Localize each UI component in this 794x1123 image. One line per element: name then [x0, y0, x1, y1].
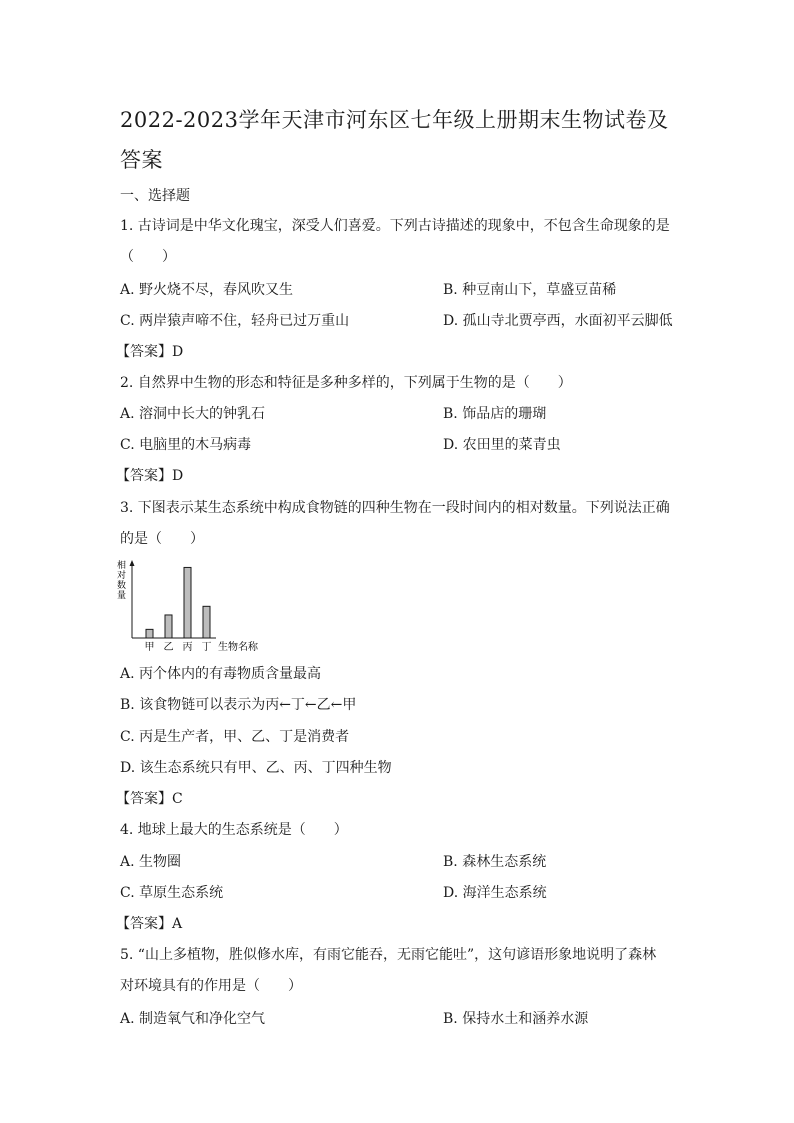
question-5-stem-line-1: 5. “山上多植物，胜似修水库，有雨它能吞，无雨它能吐”，这句谚语形象地说明了森林 — [120, 947, 657, 963]
population-bar-chart — [116, 558, 276, 654]
question-2-option-a: A. 溶洞中长大的钟乳石 — [120, 406, 266, 422]
question-2-option-b: B. 饰品店的珊瑚 — [443, 406, 547, 422]
question-1-option-c: C. 两岸猿声啼不住，轻舟已过万重山 — [120, 313, 350, 329]
question-1-answer: 【答案】D — [116, 344, 184, 360]
question-3-stem-line-2: 的是（ ） — [120, 531, 204, 547]
question-5-stem-line-2: 对环境具有的作用是（ ） — [120, 978, 302, 994]
question-4-stem-line-1: 4. 地球上最大的生态系统是（ ） — [120, 822, 348, 838]
y-axis-label — [117, 559, 126, 601]
bar-乙 — [165, 615, 172, 638]
question-4-option-c: C. 草原生态系统 — [120, 885, 224, 901]
question-3-option-b: B. 该食物链可以表示为丙←丁←乙←甲 — [120, 697, 357, 713]
y-axis-arrow-icon — [130, 560, 135, 566]
question-2-answer: 【答案】D — [116, 468, 184, 484]
section-heading: 一、选择题 — [120, 188, 190, 204]
y-axis-label-text: 相对数量 — [117, 561, 127, 601]
question-5-option-b: B. 保持水土和涵养水源 — [443, 1011, 589, 1027]
question-4-answer: 【答案】A — [116, 916, 183, 932]
question-3-option-a: A. 丙个体内的有毒物质含量最高 — [120, 666, 322, 682]
question-1-stem-line-1: 1. 古诗词是中华文化瑰宝，深受人们喜爱。下列古诗描述的现象中，不包含生命现象的是 — [120, 218, 670, 234]
question-2-option-c: C. 电脑里的木马病毒 — [120, 437, 252, 453]
question-5-option-a: A. 制造氧气和净化空气 — [120, 1011, 266, 1027]
question-2-option-d: D. 农田里的菜青虫 — [443, 437, 561, 453]
x-tick-label-丁: 丁 — [201, 642, 212, 653]
question-4-option-a: A. 生物圈 — [120, 854, 182, 870]
question-3-option-c: C. 丙是生产者，甲、乙、丁是消费者 — [120, 729, 350, 745]
x-tick-label-甲: 甲 — [144, 642, 155, 653]
question-4-option-b: B. 森林生态系统 — [443, 854, 547, 870]
question-3-answer: 【答案】C — [116, 791, 183, 807]
x-tick-label-乙: 乙 — [163, 642, 174, 653]
bar-甲 — [146, 629, 153, 638]
question-2-stem-line-1: 2. 自然界中生物的形态和特征是多种多样的，下列属于生物的是（ ） — [120, 375, 572, 391]
question-1-option-b: B. 种豆南山下，草盛豆苗稀 — [443, 282, 617, 298]
question-1-option-a: A. 野火烧不尽，春风吹又生 — [120, 282, 294, 298]
x-axis-label: 生物名称 — [218, 642, 258, 653]
question-1-stem-line-2: （ ） — [120, 249, 176, 265]
bars — [146, 567, 210, 638]
question-3-option-d: D. 该生态系统只有甲、乙、丙、丁四种生物 — [120, 760, 392, 776]
document-title: 2022-2023学年天津市河东区七年级上册期末生物试卷及答案 — [120, 108, 669, 172]
x-tick-labels — [145, 641, 212, 653]
bar-丁 — [203, 606, 210, 638]
bar-丙 — [184, 567, 191, 638]
question-1-option-d: D. 孤山寺北贾亭西，水面初平云脚低 — [443, 313, 673, 329]
question-4-option-d: D. 海洋生态系统 — [443, 885, 547, 901]
x-tick-label-丙: 丙 — [182, 642, 193, 653]
question-3-stem-line-1: 3. 下图表示某生态系统中构成食物链的四种生物在一段时间内的相对数量。下列说法正确 — [120, 500, 670, 516]
